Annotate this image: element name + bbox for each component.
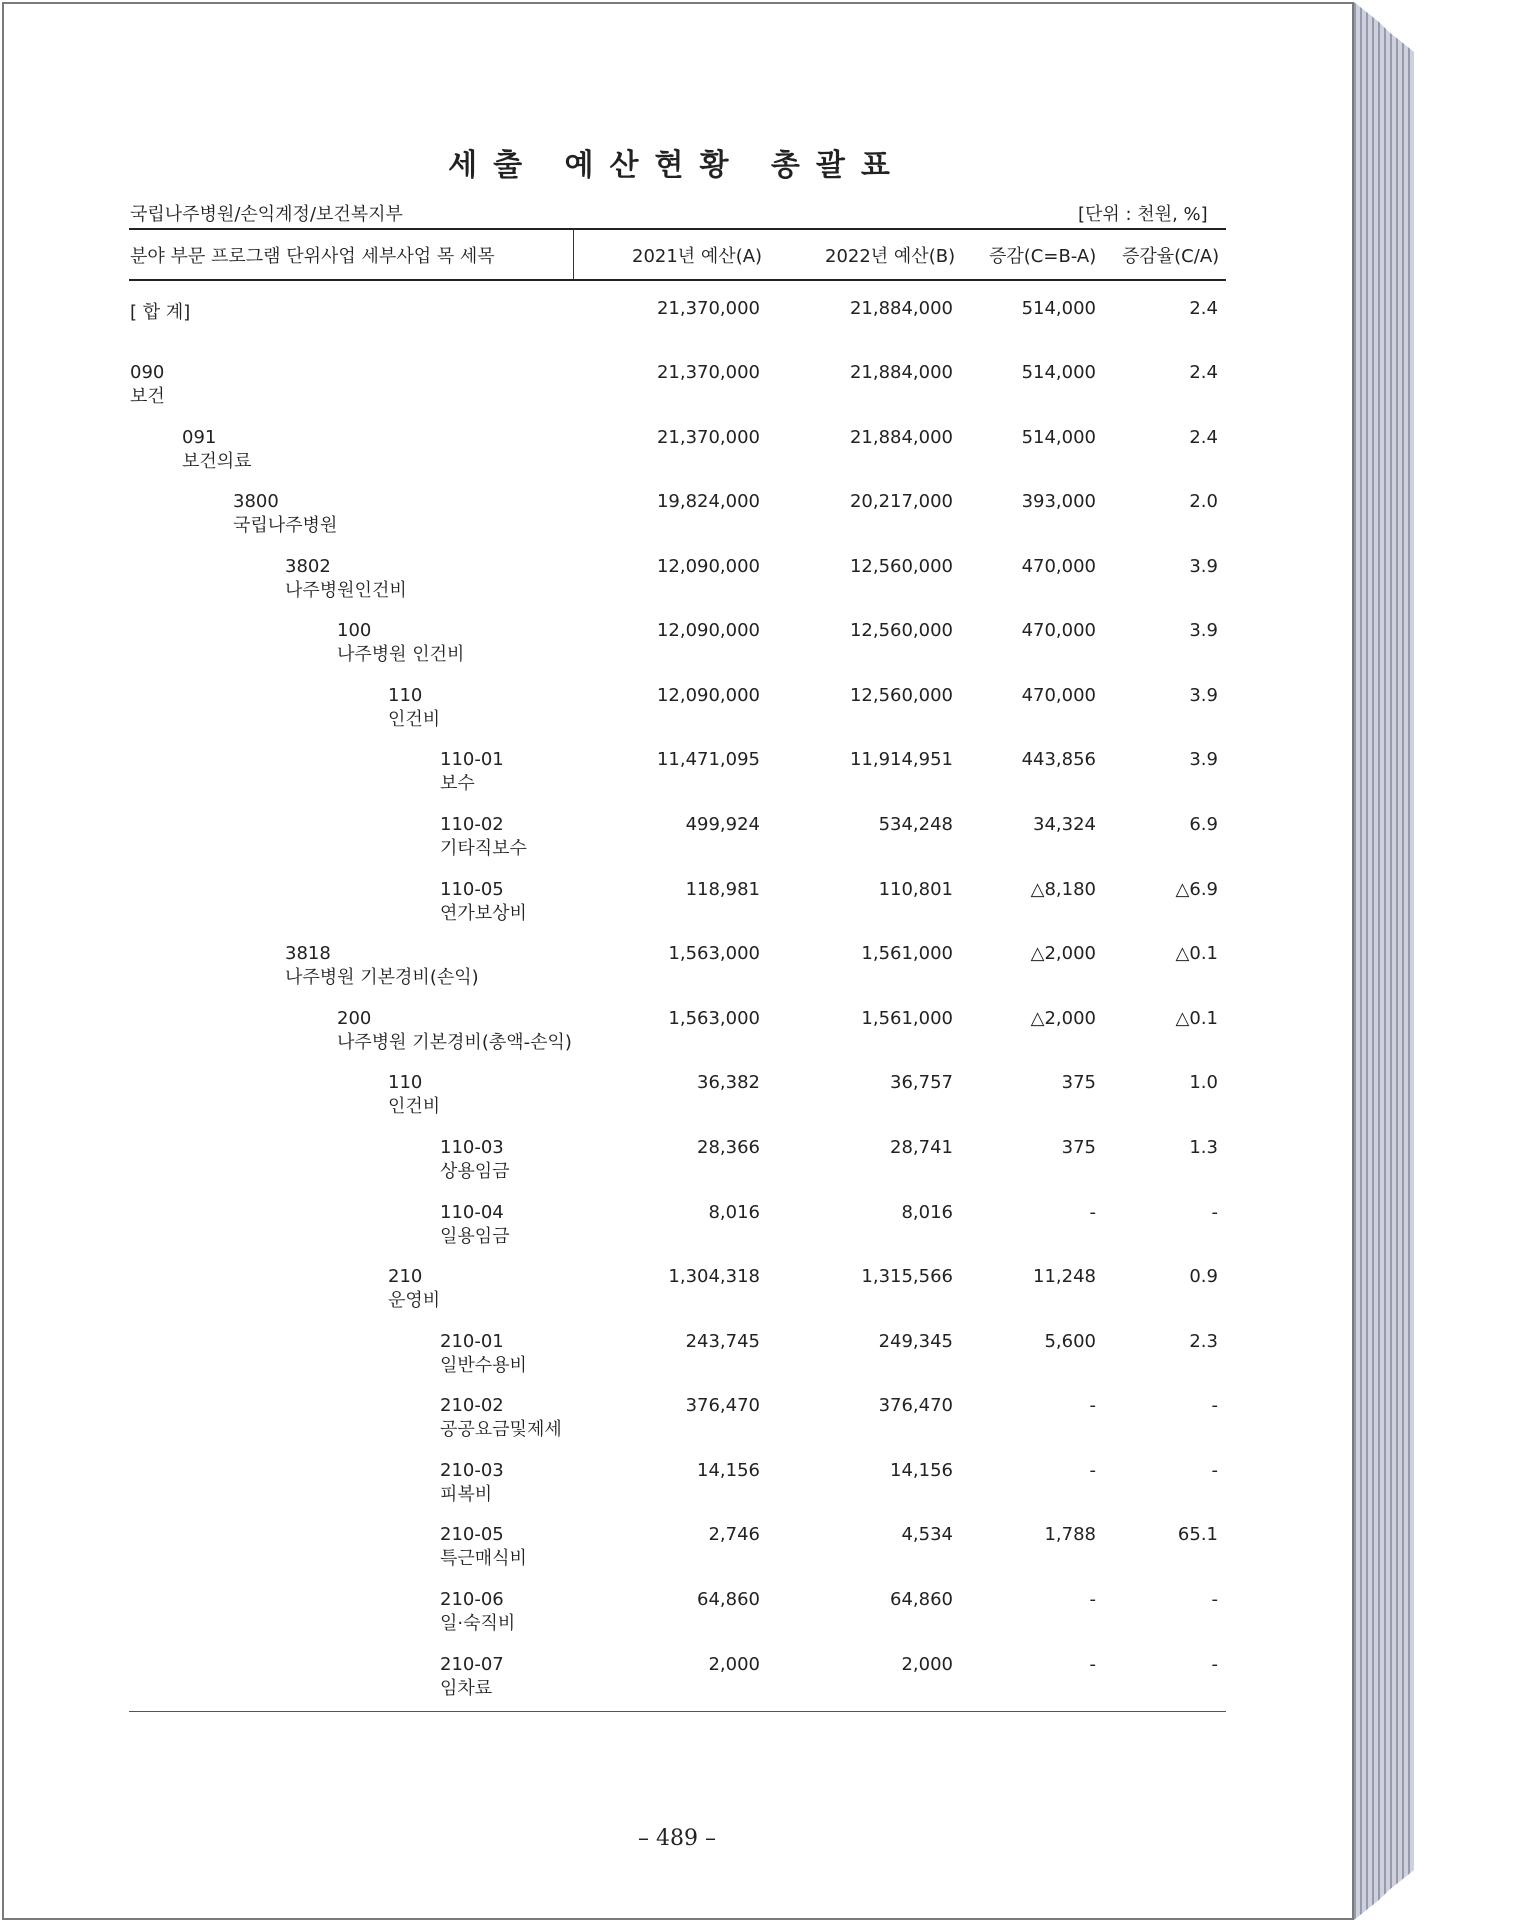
table-row xyxy=(0,1331,1354,1391)
row-rate: 0.9 xyxy=(1189,1266,1218,1287)
row-rate: △0.1 xyxy=(1175,943,1218,964)
row-rate: 3.9 xyxy=(1189,749,1218,770)
row-budget-2022: 21,884,000 xyxy=(849,427,953,448)
table-row xyxy=(0,620,1354,680)
row-rate: 6.9 xyxy=(1189,814,1218,835)
row-budget-2022: 376,470 xyxy=(878,1395,953,1416)
row-change: 1,788 xyxy=(1044,1524,1096,1545)
table-row xyxy=(0,1395,1354,1455)
header-rate: 증감율(C/A) xyxy=(1122,246,1220,267)
unit-label: [단위 : 천원, %] xyxy=(1078,204,1208,225)
table-row xyxy=(0,685,1354,745)
row-rate: 2.4 xyxy=(1189,362,1218,383)
row-budget-2021: 1,563,000 xyxy=(668,943,760,964)
row-budget-2021: 1,563,000 xyxy=(668,1008,760,1029)
row-code: 210-01 xyxy=(440,1331,504,1352)
book-page-edge xyxy=(1354,2,1414,1920)
row-budget-2021: 12,090,000 xyxy=(656,685,760,706)
row-change: 375 xyxy=(1061,1072,1096,1093)
row-budget-2022: 2,000 xyxy=(901,1654,953,1675)
row-code: 110-01 xyxy=(440,749,504,770)
row-change: 393,000 xyxy=(1021,491,1096,512)
row-change: - xyxy=(1089,1654,1096,1675)
table-row xyxy=(0,943,1354,1003)
table-row xyxy=(0,491,1354,551)
row-budget-2022: 4,534 xyxy=(901,1524,953,1545)
row-budget-2022: 1,561,000 xyxy=(861,1008,953,1029)
row-change: 443,856 xyxy=(1021,749,1096,770)
row-rate: 1.3 xyxy=(1189,1137,1218,1158)
row-change: 34,324 xyxy=(1033,814,1096,835)
row-budget-2022: 110,801 xyxy=(878,879,953,900)
table-row xyxy=(0,879,1354,939)
row-budget-2022: 36,757 xyxy=(890,1072,953,1093)
row-budget-2021: 28,366 xyxy=(697,1137,760,1158)
table-row xyxy=(0,1202,1354,1262)
row-rate: △6.9 xyxy=(1175,879,1218,900)
row-code: 110-04 xyxy=(440,1202,504,1223)
row-budget-2022: 12,560,000 xyxy=(849,685,953,706)
row-name: 나주병원 기본경비(손익) xyxy=(285,967,479,988)
table-row xyxy=(0,1008,1354,1068)
row-change: 514,000 xyxy=(1021,362,1096,383)
row-code: 210 xyxy=(388,1266,423,1287)
row-rate: - xyxy=(1211,1654,1218,1675)
row-name: 나주병원 기본경비(총액-손익) xyxy=(337,1032,572,1053)
row-rate: 3.9 xyxy=(1189,685,1218,706)
page-stack-graphic xyxy=(1354,2,1414,1920)
row-code: 3800 xyxy=(233,491,279,512)
row-budget-2021: 36,382 xyxy=(697,1072,760,1093)
row-budget-2022: 1,315,566 xyxy=(861,1266,953,1287)
row-budget-2022: 28,741 xyxy=(890,1137,953,1158)
row-budget-2021: 2,746 xyxy=(708,1524,760,1545)
row-code: 110-05 xyxy=(440,879,504,900)
row-name: 연가보상비 xyxy=(440,903,527,924)
row-rate: 3.9 xyxy=(1189,556,1218,577)
row-code: 110-02 xyxy=(440,814,504,835)
row-name: 일·숙직비 xyxy=(440,1613,516,1634)
row-change: 375 xyxy=(1061,1137,1096,1158)
table-row xyxy=(0,298,1354,358)
row-name: 일용임금 xyxy=(440,1226,510,1247)
row-name: 보건의료 xyxy=(182,451,252,472)
row-budget-2021: 21,370,000 xyxy=(656,427,760,448)
row-budget-2021: 21,370,000 xyxy=(656,362,760,383)
header-budget-2021: 2021년 예산(A) xyxy=(632,246,763,267)
row-name: 일반수용비 xyxy=(440,1355,527,1376)
row-name: 인건비 xyxy=(388,1096,441,1117)
table-row xyxy=(0,556,1354,616)
row-name: 국립나주병원 xyxy=(233,515,338,536)
header-budget-2022: 2022년 예산(B) xyxy=(825,246,956,267)
row-rate: 2.4 xyxy=(1189,298,1218,319)
row-code: 210-07 xyxy=(440,1654,504,1675)
row-budget-2021: 19,824,000 xyxy=(656,491,760,512)
header-bottom-rule xyxy=(129,279,1226,281)
row-code: 091 xyxy=(182,427,217,448)
row-budget-2021: 376,470 xyxy=(685,1395,760,1416)
row-budget-2022: 14,156 xyxy=(890,1460,953,1481)
row-code: 090 xyxy=(130,362,165,383)
row-name: 공공요금및제세 xyxy=(440,1419,562,1440)
row-change: △2,000 xyxy=(1030,1008,1096,1029)
row-budget-2021: 8,016 xyxy=(708,1202,760,1223)
table-row xyxy=(0,749,1354,809)
row-change: 470,000 xyxy=(1021,620,1096,641)
header-change: 증감(C=B-A) xyxy=(989,246,1097,267)
row-budget-2022: 1,561,000 xyxy=(861,943,953,964)
row-code: [ 합 계] xyxy=(130,302,191,323)
row-budget-2022: 534,248 xyxy=(878,814,953,835)
row-name: 특근매식비 xyxy=(440,1548,527,1569)
row-budget-2021: 14,156 xyxy=(697,1460,760,1481)
row-change: 470,000 xyxy=(1021,685,1096,706)
row-budget-2022: 11,914,951 xyxy=(849,749,953,770)
row-budget-2022: 249,345 xyxy=(878,1331,953,1352)
header-category: 분야 부문 프로그램 단위사업 세부사업 목 세목 xyxy=(130,246,495,267)
row-budget-2022: 21,884,000 xyxy=(849,362,953,383)
row-name: 상용임금 xyxy=(440,1161,510,1182)
row-change: 514,000 xyxy=(1021,427,1096,448)
row-name: 나주병원인건비 xyxy=(285,580,407,601)
row-code: 3818 xyxy=(285,943,331,964)
row-code: 100 xyxy=(337,620,372,641)
row-change: - xyxy=(1089,1460,1096,1481)
row-code: 210-03 xyxy=(440,1460,504,1481)
row-budget-2021: 118,981 xyxy=(685,879,760,900)
table-row xyxy=(0,1137,1354,1197)
row-change: 470,000 xyxy=(1021,556,1096,577)
row-rate: 65.1 xyxy=(1177,1524,1218,1545)
row-budget-2021: 11,471,095 xyxy=(656,749,760,770)
row-budget-2022: 12,560,000 xyxy=(849,620,953,641)
row-rate: 2.3 xyxy=(1189,1331,1218,1352)
table-row xyxy=(0,1266,1354,1326)
row-rate: 2.0 xyxy=(1189,491,1218,512)
table-row xyxy=(0,1589,1354,1649)
row-name: 운영비 xyxy=(388,1290,441,1311)
row-budget-2021: 2,000 xyxy=(708,1654,760,1675)
row-name: 보수 xyxy=(440,773,475,794)
table-row xyxy=(0,427,1354,487)
row-rate: - xyxy=(1211,1395,1218,1416)
row-change: △2,000 xyxy=(1030,943,1096,964)
row-budget-2021: 21,370,000 xyxy=(656,298,760,319)
row-code: 110-03 xyxy=(440,1137,504,1158)
row-name: 임차료 xyxy=(440,1678,493,1699)
row-budget-2021: 12,090,000 xyxy=(656,620,760,641)
row-code: 200 xyxy=(337,1008,372,1029)
row-change: △8,180 xyxy=(1030,879,1096,900)
row-budget-2022: 64,860 xyxy=(890,1589,953,1610)
row-code: 210-06 xyxy=(440,1589,504,1610)
row-budget-2022: 8,016 xyxy=(901,1202,953,1223)
table-row xyxy=(0,814,1354,874)
row-name: 기타직보수 xyxy=(440,838,527,859)
row-budget-2021: 243,745 xyxy=(685,1331,760,1352)
row-name: 보건 xyxy=(130,386,165,407)
row-rate: - xyxy=(1211,1460,1218,1481)
table-bottom-rule xyxy=(129,1711,1226,1712)
table-row xyxy=(0,1524,1354,1584)
row-budget-2021: 1,304,318 xyxy=(668,1266,760,1287)
row-code: 210-02 xyxy=(440,1395,504,1416)
row-budget-2022: 12,560,000 xyxy=(849,556,953,577)
header-divider xyxy=(573,229,574,280)
row-code: 110 xyxy=(388,1072,423,1093)
table-row xyxy=(0,1072,1354,1132)
row-code: 210-05 xyxy=(440,1524,504,1545)
document-title: 세출 예산현황 총괄표 xyxy=(448,148,906,183)
table-row xyxy=(0,1654,1354,1714)
row-rate: 1.0 xyxy=(1189,1072,1218,1093)
row-rate: - xyxy=(1211,1589,1218,1610)
row-rate: 2.4 xyxy=(1189,427,1218,448)
row-name: 인건비 xyxy=(388,709,441,730)
row-rate: △0.1 xyxy=(1175,1008,1218,1029)
row-change: - xyxy=(1089,1395,1096,1416)
row-change: - xyxy=(1089,1202,1096,1223)
row-code: 110 xyxy=(388,685,423,706)
page-number: – 489 – xyxy=(638,1826,716,1851)
row-name: 나주병원 인건비 xyxy=(337,644,465,665)
row-budget-2022: 20,217,000 xyxy=(849,491,953,512)
row-change: - xyxy=(1089,1589,1096,1610)
row-budget-2021: 499,924 xyxy=(685,814,760,835)
row-change: 5,600 xyxy=(1044,1331,1096,1352)
org-path: 국립나주병원/손익계정/보건복지부 xyxy=(130,204,403,225)
row-budget-2021: 64,860 xyxy=(697,1589,760,1610)
row-name: 피복비 xyxy=(440,1484,493,1505)
row-budget-2021: 12,090,000 xyxy=(656,556,760,577)
row-budget-2022: 21,884,000 xyxy=(849,298,953,319)
row-change: 514,000 xyxy=(1021,298,1096,319)
header-top-rule xyxy=(129,228,1226,230)
table-row xyxy=(0,362,1354,422)
row-change: 11,248 xyxy=(1033,1266,1096,1287)
row-rate: 3.9 xyxy=(1189,620,1218,641)
row-rate: - xyxy=(1211,1202,1218,1223)
row-code: 3802 xyxy=(285,556,331,577)
table-row xyxy=(0,1460,1354,1520)
